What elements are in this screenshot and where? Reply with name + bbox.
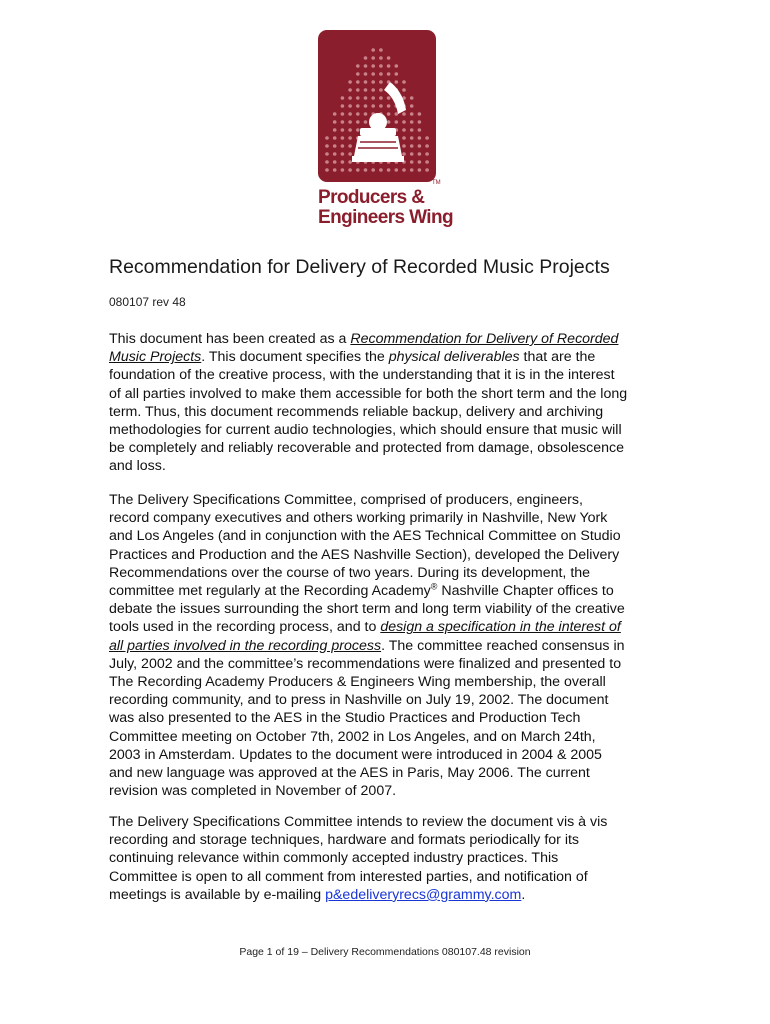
logo-dot (333, 168, 337, 172)
p2-line-8 (109, 618, 669, 636)
logo-dot (348, 120, 352, 124)
p2-line-1: The Delivery Specifications Committee, comprised of producers, engineers, (109, 492, 583, 508)
logo-dot (410, 104, 414, 108)
logo-dot (371, 88, 375, 92)
p1-text: . This document specifies the (201, 349, 389, 366)
document-title: Recommendation for Delivery of Recorded Music Projects (109, 256, 610, 278)
recommendation-title-ref-cont: Music Projects (109, 349, 202, 366)
logo-line-1: Producers & (318, 187, 425, 208)
logo-dot (333, 144, 337, 148)
design-spec-emphasis-cont: all parties involved in the recording process (109, 637, 382, 654)
gramophone-logo-badge (318, 30, 436, 182)
logo-dot (341, 128, 345, 132)
committee-paragraph (109, 491, 669, 800)
p2-line-6 (109, 582, 669, 600)
email-link[interactable]: p&edeliveryrecs@grammy.com (325, 886, 522, 903)
logo-dot (387, 72, 391, 76)
logo-dot (418, 152, 422, 156)
physical-deliverables-term: physical deliverables (388, 349, 520, 366)
logo-dot (402, 168, 406, 172)
logo-dot (348, 88, 352, 92)
p2-text: . The committee reached consensus in (381, 637, 625, 654)
logo-dot (402, 152, 406, 156)
logo-dot (364, 96, 368, 100)
logo-dot (341, 96, 345, 100)
logo-dot (395, 80, 399, 84)
logo-dot (371, 72, 375, 76)
logo-dot (395, 112, 399, 116)
logo-dot (379, 104, 383, 108)
logo-dot (425, 136, 429, 140)
logo-dot (418, 120, 422, 124)
logo-dot (356, 72, 360, 76)
logo-dot (348, 168, 352, 172)
logo-dot (325, 136, 329, 140)
registered-mark: ® (430, 581, 438, 592)
p2-text: Nashville Chapter offices to (437, 583, 614, 600)
p1-text: This document has been created as a (109, 331, 351, 347)
logo-dot (410, 128, 414, 132)
logo-dot (371, 96, 375, 100)
p1-line-8: and loss. (109, 458, 166, 475)
logo-dot (418, 160, 422, 164)
logo-dot (333, 160, 337, 164)
logo-dot (325, 160, 329, 164)
logo-dot (371, 48, 375, 52)
logo-dot (379, 72, 383, 76)
logo-dot (402, 136, 406, 140)
logo-dot (356, 104, 360, 108)
logo-dot (387, 168, 391, 172)
logo-dot (333, 120, 337, 124)
logo-dot (371, 104, 375, 108)
logo-dot (364, 80, 368, 84)
p2-line-9 (109, 637, 669, 655)
logo-dot (418, 112, 422, 116)
logo-dot (348, 128, 352, 132)
logo-dot (364, 168, 368, 172)
logo-dot (371, 64, 375, 68)
logo-dot (356, 168, 360, 172)
p2-line-17: revision was completed in November of 2007. (109, 783, 397, 800)
logo-dot (410, 96, 414, 100)
logo-dot (379, 96, 383, 100)
logo-dot (395, 64, 399, 68)
producers-engineers-wing-logo (318, 30, 454, 228)
p1-line-3: foundation of the creative process, with the understanding that it is in the interest (109, 367, 615, 384)
logo-dot (364, 72, 368, 76)
p1-line-7: be completely and reliably recoverable and protected from damage, obsolescence (109, 440, 624, 457)
logo-dot (402, 120, 406, 124)
trademark-mark: TM (432, 180, 441, 186)
p1-line-6: methodologies for current audio technologies, which should ensure that music will (109, 422, 622, 439)
p3-line-2: recording and storage techniques, hardware and formats periodically for its (109, 832, 580, 849)
logo-dot (364, 64, 368, 68)
logo-dot (348, 136, 352, 140)
logo-dot (425, 152, 429, 156)
logo-dot (418, 144, 422, 148)
logo-dot (402, 112, 406, 116)
logo-dot (418, 128, 422, 132)
p1-line-4: of all parties involved to make them accessible for both the short term and the long (109, 385, 628, 402)
logo-dot (348, 144, 352, 148)
logo-dot (341, 136, 345, 140)
logo-dot (356, 88, 360, 92)
logo-dot (387, 64, 391, 68)
logo-dot (425, 144, 429, 148)
logo-dot (387, 104, 391, 108)
review-paragraph (109, 813, 669, 904)
logo-dot (410, 168, 414, 172)
logo-dot (402, 80, 406, 84)
p3-text: . (521, 886, 526, 903)
logo-dot (387, 112, 391, 116)
p1-text: that are the (519, 349, 596, 366)
logo-dot (425, 168, 429, 172)
logo-dot (402, 144, 406, 148)
logo-dot (341, 120, 345, 124)
logo-dot (356, 80, 360, 84)
logo-dot (395, 72, 399, 76)
logo-dot (387, 120, 391, 124)
logo-dot (379, 168, 383, 172)
logo-dot (364, 104, 368, 108)
p2-line-10: July, 2002 and the committee’s recommendations were finalized and presented to (109, 655, 622, 672)
recommendation-title-ref: Recommendation for Delivery of Recorded (350, 331, 619, 347)
design-spec-emphasis: design a specification in the interest of (380, 619, 621, 636)
p2-line-12: recording community, and to press in Nashville on July 19, 2002. The document (109, 692, 609, 709)
logo-dot (325, 168, 329, 172)
logo-dot (356, 120, 360, 124)
p2-line-5: Recommendations over the course of two years. During its development, the (109, 564, 591, 581)
logo-wordmark (318, 188, 458, 228)
logo-dot (325, 144, 329, 148)
logo-dot (341, 160, 345, 164)
p1-line-1 (109, 330, 669, 348)
logo-dot (341, 144, 345, 148)
p2-line-14: Committee meeting on October 7th, 2002 in Los Angeles, and on March 24th, (109, 728, 596, 745)
logo-dot (379, 56, 383, 60)
logo-dot (356, 112, 360, 116)
p3-line-5 (109, 886, 669, 904)
logo-dot (379, 88, 383, 92)
logo-dot (364, 56, 368, 60)
logo-dot (341, 168, 345, 172)
logo-dot (341, 104, 345, 108)
logo-dot (333, 128, 337, 132)
p2-line-13: was also presented to the AES in the Studio Practices and Production Tech (109, 710, 581, 727)
logo-dot (348, 160, 352, 164)
p2-text: tools used in the recording process, and to (109, 619, 381, 636)
logo-dot (348, 104, 352, 108)
logo-dot (325, 152, 329, 156)
logo-dot (371, 56, 375, 60)
logo-dot (356, 96, 360, 100)
logo-dot (402, 128, 406, 132)
logo-dot (348, 152, 352, 156)
logo-dot (410, 152, 414, 156)
logo-dot (387, 96, 391, 100)
logo-dot (371, 80, 375, 84)
logo-dot (356, 64, 360, 68)
p3-line-4: Committee is open to all comment from interested parties, and notification of (109, 868, 588, 885)
p2-line-2: record company executives and others working primarily in Nashville, New York (109, 510, 608, 527)
logo-dot (348, 96, 352, 100)
logo-dot (379, 80, 383, 84)
logo-dot (410, 160, 414, 164)
logo-dot (371, 168, 375, 172)
logo-line-2: Engineers Wing (318, 207, 454, 228)
logo-dot (341, 152, 345, 156)
logo-dot (395, 120, 399, 124)
logo-dot (410, 112, 414, 116)
logo-dot (410, 120, 414, 124)
logo-dot (333, 152, 337, 156)
logo-dot (410, 136, 414, 140)
p3-text: meetings is available by e-mailing (109, 886, 326, 903)
logo-dot (348, 112, 352, 116)
p2-line-15: 2003 in Amsterdam. Updates to the document were introduced in 2004 & 2005 (109, 746, 602, 763)
logo-dot (402, 88, 406, 92)
p1-line-5: term. Thus, this document recommends reliable backup, delivery and archiving (109, 403, 604, 420)
logo-dot (379, 64, 383, 68)
logo-dot (410, 144, 414, 148)
logo-dot (395, 168, 399, 172)
logo-dot (364, 88, 368, 92)
p1-line-2 (109, 348, 669, 366)
p2-line-3: and Los Angeles (and in conjunction with the AES Technical Committee on Studio (109, 528, 621, 545)
logo-dot (425, 160, 429, 164)
p2-text: committee met regularly at the Recording Academy (109, 583, 431, 600)
logo-dot (387, 56, 391, 60)
p2-line-16: and new language was approved at the AES in Paris, May 2006. The current (109, 765, 590, 782)
logo-dot (364, 120, 368, 124)
logo-dot (341, 112, 345, 116)
p2-line-11: The Recording Academy Producers & Engineers Wing membership, the overall (109, 674, 606, 691)
revision-number: 080107 rev 48 (109, 295, 186, 309)
p2-line-7: debate the issues surrounding the short term and long term viability of the creative (109, 601, 625, 618)
intro-paragraph (109, 330, 669, 476)
p3-line-3: continuing relevance within commonly accepted industry practices. This (109, 850, 559, 867)
p3-line-1: The Delivery Specifications Committee intends to review the document vis à vis (109, 814, 608, 830)
logo-dot (348, 80, 352, 84)
logo-dot (333, 112, 337, 116)
logo-dot (364, 112, 368, 116)
logo-dot (379, 48, 383, 52)
logo-dot (418, 168, 422, 172)
page-footer: Page 1 of 19 – Delivery Recommendations 080107.48 revision (239, 946, 531, 958)
logo-dot (418, 136, 422, 140)
logo-dot (333, 136, 337, 140)
logo-dot (356, 128, 360, 132)
p2-line-4: Practices and Production and the AES Nashville Section), developed the Delivery (109, 546, 620, 563)
